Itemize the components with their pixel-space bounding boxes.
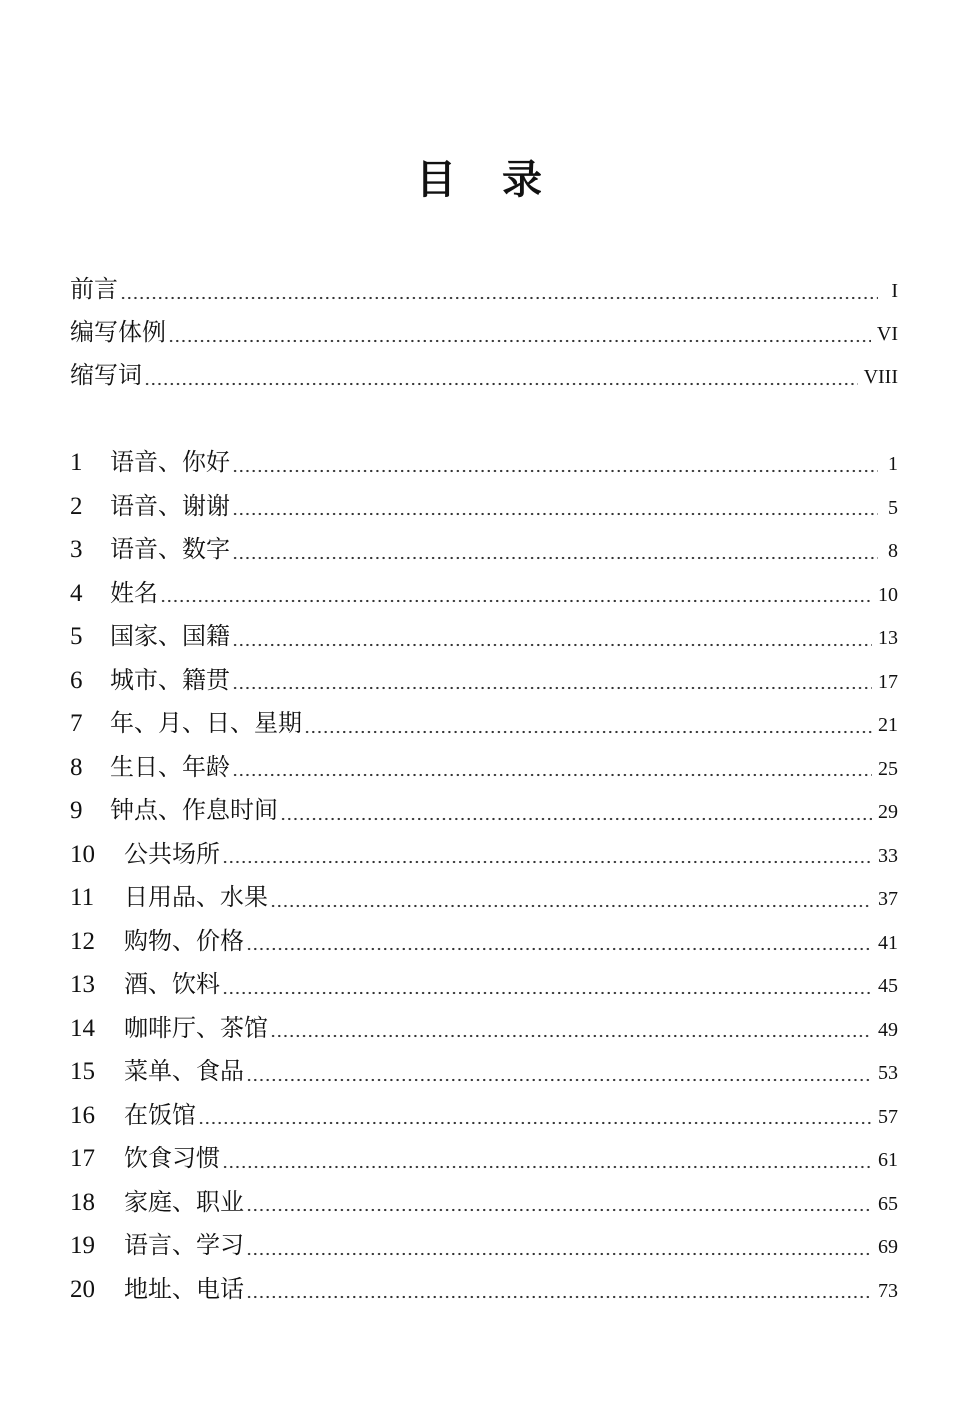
dot-leader — [232, 469, 878, 473]
toc-entry-page: VIII — [863, 366, 898, 388]
chapter-number: 3 — [70, 536, 83, 563]
dot-leader — [246, 1252, 872, 1256]
chapter-number: 9 — [70, 797, 83, 824]
chapter-title: 语音、数字 — [110, 535, 230, 563]
toc-entry-label: 缩写词 — [70, 361, 142, 389]
toc-entry-label: 编写体例 — [70, 318, 166, 346]
chapter-number: 13 — [70, 971, 95, 998]
chapter-number: 1 — [70, 449, 83, 476]
dot-leader — [222, 991, 872, 995]
chapter-number: 6 — [70, 666, 83, 694]
dot-leader — [198, 1121, 872, 1125]
dot-leader — [222, 860, 872, 864]
chapter-title: 年、月、日、星期 — [110, 709, 302, 737]
chapter-title: 地址、电话 — [124, 1274, 244, 1303]
chapter-number: 20 — [70, 1275, 95, 1303]
dot-leader — [232, 512, 878, 516]
chapter-title: 语音、谢谢 — [110, 491, 230, 520]
chapter-list — [70, 441, 898, 1311]
dot-leader — [246, 1078, 872, 1082]
chapter-page: 37 — [878, 888, 898, 910]
chapter-page: 65 — [878, 1192, 898, 1215]
toc-entry-chapter[interactable] — [70, 963, 898, 1007]
dot-leader — [280, 817, 872, 821]
chapter-number: 14 — [70, 1014, 95, 1042]
dot-leader — [232, 556, 878, 560]
chapter-title: 国家、国籍 — [110, 622, 230, 650]
toc-entry-chapter[interactable] — [70, 615, 898, 659]
toc-entry-chapter[interactable] — [70, 1181, 898, 1225]
chapter-page: 69 — [878, 1236, 898, 1258]
dot-leader — [160, 599, 872, 603]
chapter-page: 10 — [878, 583, 898, 606]
page-title-part1: 目 — [416, 157, 458, 203]
toc-entry-chapter[interactable] — [70, 485, 898, 529]
chapter-page: 1 — [888, 453, 898, 475]
chapter-number: 12 — [70, 927, 95, 955]
chapter-title: 语言、学习 — [124, 1231, 244, 1259]
toc-entry-chapter[interactable] — [70, 789, 898, 833]
chapter-number: 4 — [70, 579, 83, 607]
chapter-page: 45 — [878, 975, 898, 997]
chapter-page: 57 — [878, 1105, 898, 1128]
chapter-number: 10 — [70, 840, 95, 868]
dot-leader — [270, 1034, 872, 1038]
chapter-number: 5 — [70, 623, 83, 650]
chapter-page: 41 — [878, 931, 898, 954]
dot-leader — [168, 339, 871, 343]
chapter-page: 8 — [888, 540, 898, 562]
toc-entry-chapter[interactable] — [70, 1137, 898, 1181]
toc-entry-chapter[interactable] — [70, 441, 898, 485]
chapter-number: 7 — [70, 710, 83, 737]
toc-entry-chapter[interactable] — [70, 528, 898, 572]
chapter-page: 53 — [878, 1062, 898, 1084]
dot-leader — [144, 382, 858, 386]
toc-entry-front[interactable] — [70, 268, 898, 311]
toc-entry-chapter[interactable] — [70, 833, 898, 877]
dot-leader — [232, 773, 872, 777]
chapter-page: 29 — [878, 801, 898, 823]
dot-leader — [232, 643, 872, 647]
page-title — [0, 152, 960, 208]
chapter-title: 购物、价格 — [124, 926, 244, 955]
chapter-title: 公共场所 — [124, 839, 220, 868]
chapter-number: 16 — [70, 1101, 95, 1129]
chapter-page: 13 — [878, 627, 898, 649]
dot-leader — [232, 686, 872, 690]
chapter-title: 生日、年龄 — [110, 752, 230, 781]
page-title-part2: 录 — [502, 157, 544, 203]
chapter-title: 钟点、作息时间 — [110, 796, 278, 824]
chapter-title: 咖啡厅、茶馆 — [124, 1013, 268, 1042]
toc-entry-page: I — [891, 280, 898, 302]
dot-leader — [222, 1165, 872, 1169]
chapter-page: 73 — [878, 1279, 898, 1302]
toc-entry-chapter[interactable] — [70, 876, 898, 920]
dot-leader — [270, 904, 872, 908]
toc-entry-chapter[interactable] — [70, 746, 898, 790]
toc-entry-chapter[interactable] — [70, 1268, 898, 1312]
toc-entry-label: 前言 — [70, 275, 118, 303]
chapter-page: 21 — [878, 714, 898, 736]
toc-entry-chapter[interactable] — [70, 1007, 898, 1051]
chapter-number: 18 — [70, 1188, 95, 1216]
chapter-title: 城市、籍贯 — [110, 665, 230, 694]
chapter-page: 5 — [888, 496, 898, 519]
dot-leader — [246, 1295, 872, 1299]
chapter-title: 酒、饮料 — [124, 970, 220, 998]
toc-entry-front[interactable] — [70, 311, 898, 354]
dot-leader — [120, 296, 878, 300]
chapter-page: 61 — [878, 1149, 898, 1171]
front-matter-list — [70, 268, 898, 397]
toc-entry-front[interactable] — [70, 354, 898, 397]
chapter-number: 19 — [70, 1232, 95, 1259]
dot-leader — [246, 1208, 872, 1212]
chapter-number: 15 — [70, 1058, 95, 1085]
chapter-page: 49 — [878, 1018, 898, 1041]
toc-entry-chapter[interactable] — [70, 920, 898, 964]
toc-entry-chapter[interactable] — [70, 1050, 898, 1094]
chapter-title: 姓名 — [110, 578, 158, 607]
toc-entry-chapter[interactable] — [70, 702, 898, 746]
chapter-number: 17 — [70, 1145, 95, 1172]
chapter-number: 2 — [70, 492, 83, 520]
toc-entry-page: VI — [876, 323, 898, 345]
toc-entry-chapter[interactable] — [70, 659, 898, 703]
dot-leader — [246, 947, 872, 951]
chapter-number: 11 — [70, 884, 95, 911]
chapter-title: 家庭、职业 — [124, 1187, 244, 1216]
chapter-number: 8 — [70, 753, 83, 781]
toc-entry-chapter[interactable] — [70, 1094, 898, 1138]
chapter-title: 日用品、水果 — [124, 883, 268, 911]
chapter-title: 饮食习惯 — [124, 1144, 220, 1172]
chapter-page: 17 — [878, 670, 898, 693]
chapter-title: 在饭馆 — [124, 1100, 196, 1129]
chapter-title: 菜单、食品 — [124, 1057, 244, 1085]
dot-leader — [304, 730, 872, 734]
chapter-page: 25 — [878, 757, 898, 780]
chapter-title: 语音、你好 — [110, 448, 230, 476]
toc-entry-chapter[interactable] — [70, 1224, 898, 1268]
chapter-page: 33 — [878, 844, 898, 867]
toc-entry-chapter[interactable] — [70, 572, 898, 616]
